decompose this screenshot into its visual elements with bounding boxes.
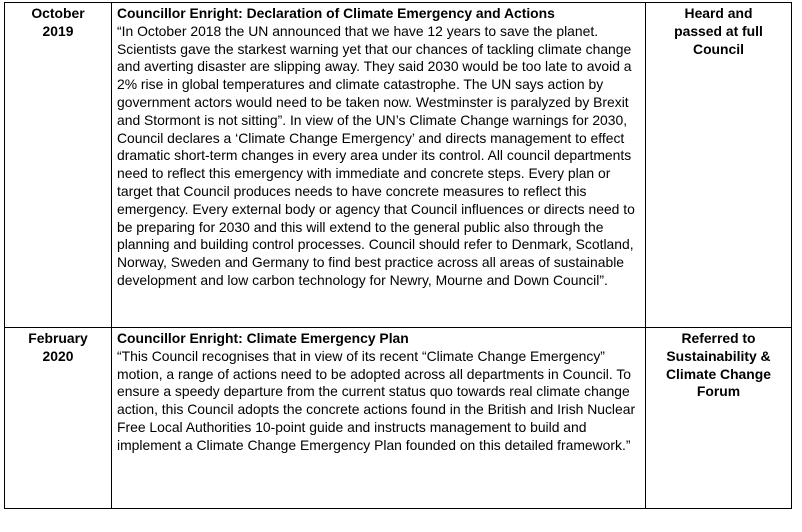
motion-body: “This Council recognises that in view of its recent “Climate Change Emergency” motion, a range of actions need to be adopted across all departments in Council. To ensure a speedy departure from the current status quo towards real climate change action, this Council adopts the concrete actions found in the British and Irish Nuclear Free Local Authorities 10-point guide and instructs management to build and implement a Climate Change Emergency Plan founded on this detailed framework.” bbox=[117, 347, 636, 453]
date-cell bbox=[5, 3, 112, 328]
outcome-line: Heard and bbox=[684, 5, 753, 21]
date-year: 2020 bbox=[42, 347, 74, 364]
motion-cell bbox=[112, 3, 646, 328]
motions-table bbox=[4, 2, 792, 509]
motion-title: Councillor Enright: Declaration of Climate Emergency and Actions bbox=[117, 5, 555, 21]
outcome-cell bbox=[646, 3, 792, 328]
date-month: October bbox=[31, 5, 85, 21]
date-cell bbox=[5, 328, 112, 509]
outcome-line: Climate Change bbox=[666, 365, 771, 382]
outcome-cell bbox=[646, 328, 792, 509]
motion-body: “In October 2018 the UN announced that we have 12 years to save the planet. Scientists gave the starkest warning yet that our chances of tackling climate change and averting disaster are slipping away. They said 2030 would be too late to avoid a 2% rise in global temperatures and climate catastrophe. The UN says action by government actors would need to be taken now. Westminster is paralyzed by Brexit and Stormont is not sitting”. In view of the UN’s Climate Change warnings for 2030, Council declares a ‘Climate Change Emergency’ and directs management to effect dramatic short-term changes in every area under its control. All council departments need to reflect this emergency with immediate and concrete steps. Every plan or target that Council produces needs to have concrete measures to reflect this emergency. Every external body or agency that Council influences or directs need to be preparing for 2030 and this will extend to the general public also through the planning and building control processes. Council should refer to Denmark, Scotland, Norway, Sweden and Germany to find best practice across all areas of sustainable development and low carbon technology for Newry, Mourne and Down Council”. bbox=[117, 22, 635, 288]
table-row bbox=[5, 328, 792, 509]
motion-cell bbox=[112, 328, 646, 509]
outcome-line: Council bbox=[693, 40, 744, 57]
motion-title: Councillor Enright: Climate Emergency Plan bbox=[117, 330, 409, 346]
date-month: February bbox=[28, 330, 88, 346]
outcome-line: Sustainability & bbox=[666, 347, 771, 364]
outcome-line: Referred to bbox=[681, 330, 756, 346]
table-row bbox=[5, 3, 792, 328]
outcome-line: Forum bbox=[696, 383, 741, 400]
outcome-line: passed at full bbox=[674, 22, 763, 39]
date-year: 2019 bbox=[42, 22, 74, 39]
